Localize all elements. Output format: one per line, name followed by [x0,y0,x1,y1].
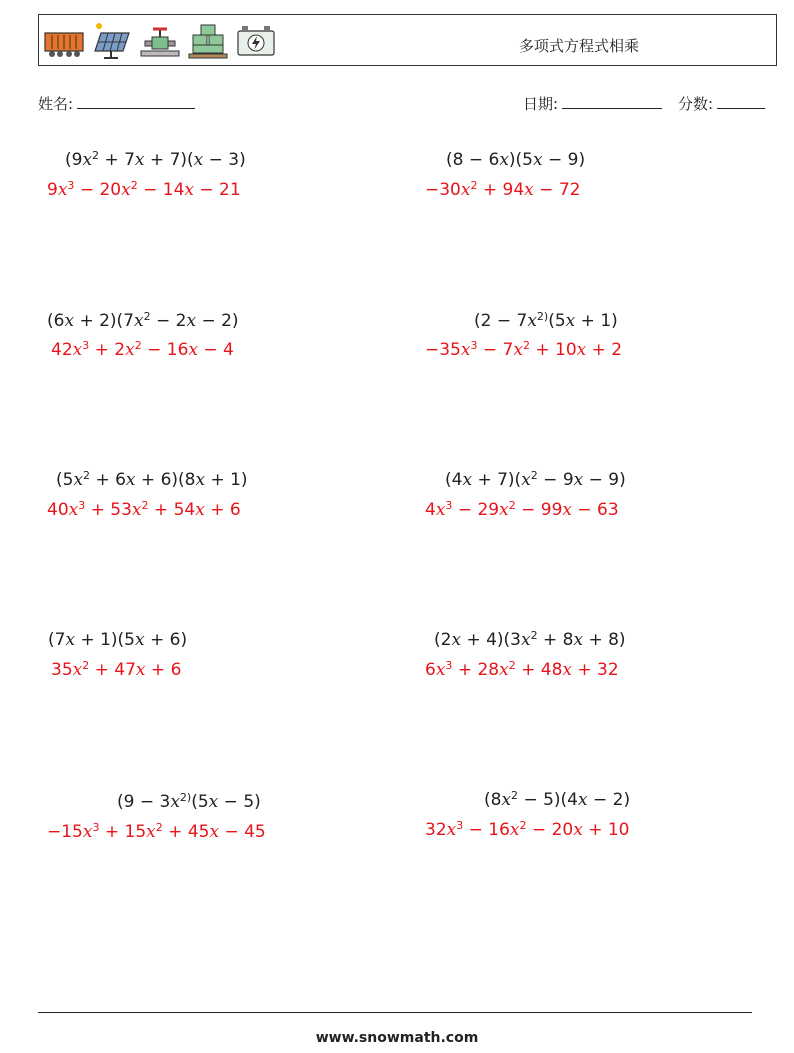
variable: x [573,820,583,840]
exponent: 2 [508,499,516,512]
term-text: + 7 [99,150,135,170]
term-text: (5 [56,470,74,490]
answer-8 [425,659,619,680]
answer-2 [425,179,581,200]
exponent: 2 [470,179,478,192]
term-text: 32 [425,820,447,840]
term-text: − 7 [477,340,514,360]
variable: x [578,790,588,810]
problem-4 [474,310,618,331]
exponent: 2 [530,469,538,482]
variable: x [131,500,142,520]
problem-2 [446,152,585,169]
term-text: + 6 [90,470,126,490]
score-blank [717,94,765,109]
variable: x [521,630,531,650]
header-box [38,14,777,66]
exponent: 2 [530,629,538,642]
term-text: − 99 [515,500,563,520]
battery-icon [235,21,277,61]
exponent: 2) [179,791,192,804]
name-field [38,93,195,114]
term-text: + 10 [529,340,577,360]
variable: x [82,822,93,842]
variable: x [57,180,68,200]
variable: x [193,150,204,170]
variable: x [533,150,543,170]
term-text: (2 [434,630,452,650]
term-text: − 45 [219,822,266,842]
exponent: 2) [536,310,549,323]
exponent: 2 [92,149,100,162]
term-text: − 2 [150,311,187,331]
exponent: 3 [92,821,100,834]
variable: x [72,660,83,680]
exponent: 3 [445,499,453,512]
term-text: − 16 [463,820,510,840]
term-text: + 32 [571,660,619,680]
term-text: + 2 [586,340,623,360]
problem-6 [445,469,626,490]
variable: x [460,180,471,200]
term-text: 9 [47,180,58,200]
exponent: 2 [508,659,516,672]
term-text: + 2 [89,340,126,360]
term-text: − 5) [218,792,261,812]
exponent: 2 [134,339,142,352]
term-text: (7 [48,630,66,650]
term-text: − 4 [197,340,234,360]
variable: x [65,630,76,650]
variable: x [125,340,135,360]
variable: x [170,792,180,812]
term-text: −35 [425,340,461,360]
term-text: −15 [47,822,83,842]
term-text: (4 [445,470,463,490]
footer-url: www.snowmath.com [315,1030,479,1046]
term-text: − 20 [74,180,122,200]
term-text: + 7)( [144,150,194,170]
term-text: (5 [191,792,209,812]
date-blank [562,94,662,109]
exponent: 3 [67,179,75,192]
worksheet-title: 多项式方程式相乘 [519,37,640,55]
exponent: 2 [83,469,91,482]
answer-5 [47,499,241,520]
term-text: + 53 [85,500,132,520]
answer-7 [51,659,182,680]
header-icons [43,21,277,61]
term-text: − 5)(4 [518,790,578,810]
term-text: + 8 [537,630,574,650]
variable: x [562,660,572,680]
variable: x [527,311,537,331]
exponent: 3 [82,339,90,352]
term-text: + 94 [477,180,525,200]
variable: x [565,311,576,331]
cargo-pallet-icon [187,21,229,61]
variable: x [435,500,446,520]
term-text: 35 [51,660,73,680]
variable: x [134,311,144,331]
exponent: 2 [130,179,138,192]
term-text: − 14 [137,180,185,200]
term-text: + 15 [99,822,147,842]
variable: x [208,792,219,812]
variable: x [135,630,145,650]
variable: x [64,311,75,331]
variable: x [125,470,136,490]
variable: x [499,150,509,170]
pipeline-valve-icon [139,21,181,61]
variable: x [573,470,584,490]
term-text: + 54 [148,500,196,520]
answer-1 [47,179,241,200]
variable: x [195,470,206,490]
variable: x [82,150,93,170]
term-text: (8 − 6 [446,150,500,170]
exponent: 2 [519,819,527,832]
term-text: + 4)(3 [461,630,521,650]
exponent: 2 [143,310,151,323]
term-text: + 8) [583,630,626,650]
variable: x [188,340,198,360]
variable: x [576,340,587,360]
term-text: − 9 [537,470,574,490]
variable: x [524,180,534,200]
term-text: )(5 [508,150,534,170]
exponent: 2 [522,339,530,352]
date-field [523,93,662,114]
variable: x [195,500,205,520]
variable: x [73,470,84,490]
term-text: + 2)(7 [74,311,134,331]
term-text: − 16 [141,340,189,360]
term-text: − 20 [526,820,574,840]
term-text: 6 [425,660,436,680]
term-text: − 72 [533,180,581,200]
exponent: 3 [445,659,453,672]
problem-7 [48,632,187,649]
term-text: + 7)( [472,470,522,490]
score-field [678,93,765,114]
problem-9 [117,791,261,812]
variable: x [460,340,471,360]
term-text: + 45 [162,822,210,842]
term-text: + 6 [145,660,182,680]
answer-9 [47,821,266,842]
term-text: − 3) [203,150,246,170]
exponent: 2 [141,499,149,512]
exponent: 2 [511,789,519,802]
answer-10 [425,819,630,840]
problem-10 [484,789,631,810]
term-text: + 6)(8 [135,470,196,490]
term-text: 4 [425,500,436,520]
variable: x [186,311,197,331]
variable: x [209,822,220,842]
term-text: + 1) [205,470,248,490]
term-text: − 2) [196,311,239,331]
footer-rule [38,1012,752,1013]
variable: x [68,500,79,520]
term-text: 42 [51,340,73,360]
exponent: 3 [78,499,86,512]
term-text: − 9) [542,150,586,170]
answer-6 [425,499,619,520]
date-label: 日期: [523,95,559,113]
term-text: − 2) [587,790,631,810]
variable: x [513,340,523,360]
freight-car-icon [43,21,85,61]
problem-3 [47,310,239,331]
exponent: 3 [470,339,478,352]
term-text: − 63 [571,500,619,520]
variable: x [134,150,145,170]
variable: x [451,630,462,650]
term-text: (5 [548,311,566,331]
term-text: + 28 [452,660,500,680]
variable: x [573,630,584,650]
variable: x [121,180,131,200]
name-label: 姓名: [38,95,74,113]
variable: x [462,470,473,490]
term-text: (2 − 7 [474,311,528,331]
variable: x [501,790,512,810]
name-blank [77,94,195,109]
variable: x [446,820,457,840]
variable: x [562,500,572,520]
problem-8 [434,629,626,650]
variable: x [509,820,520,840]
term-text: 40 [47,500,69,520]
problem-1 [65,149,246,170]
term-text: (6 [47,311,65,331]
variable: x [435,660,446,680]
variable: x [499,500,509,520]
term-text: − 21 [193,180,241,200]
term-text: − 9) [583,470,626,490]
term-text: −30 [425,180,461,200]
term-text: + 48 [515,660,563,680]
variable: x [521,470,531,490]
score-label: 分数: [678,95,714,113]
term-text: + 6 [204,500,241,520]
solar-panel-icon [91,21,133,61]
exponent: 3 [456,819,464,832]
term-text: + 47 [89,660,136,680]
term-text: (9 − 3 [117,792,171,812]
term-text: (8 [484,790,502,810]
exponent: 2 [155,821,163,834]
term-text: + 1) [575,311,618,331]
variable: x [499,660,509,680]
variable: x [146,822,156,842]
variable: x [184,180,194,200]
term-text: − 29 [452,500,500,520]
exponent: 2 [82,659,90,672]
problem-5 [56,469,248,490]
variable: x [135,660,146,680]
variable: x [72,340,83,360]
answer-4 [425,339,623,360]
term-text: (9 [65,150,83,170]
answer-3 [51,339,234,360]
term-text: + 1)(5 [75,630,135,650]
term-text: + 10 [582,820,630,840]
term-text: + 6) [144,630,188,650]
